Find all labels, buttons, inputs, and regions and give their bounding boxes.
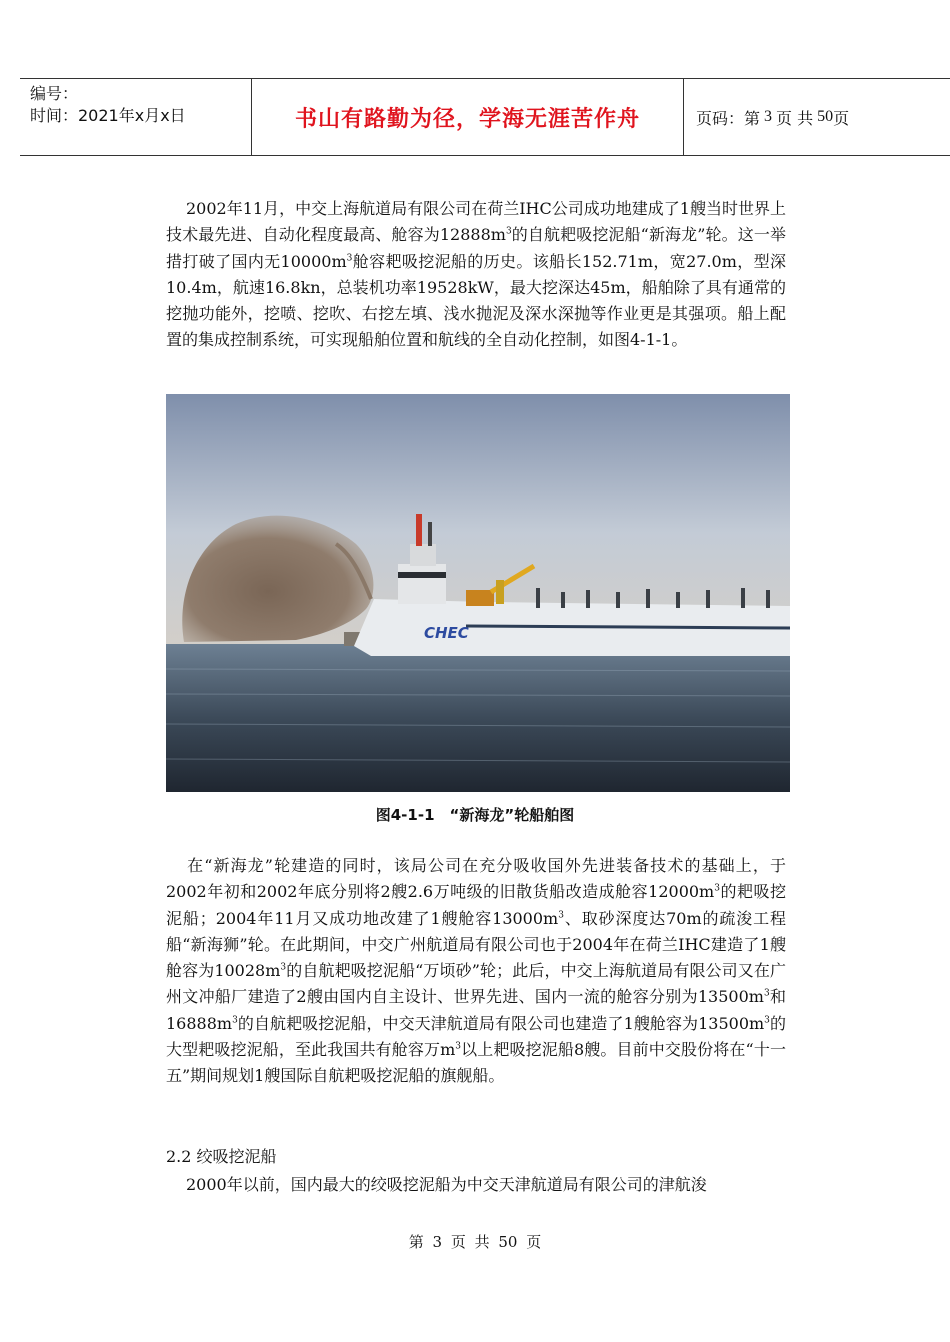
page-prefix: 页码：第: [696, 108, 761, 128]
superscript: 3: [714, 883, 720, 894]
motto: 书山有路勤为径，学海无涯苦作舟: [294, 106, 640, 132]
header-page-info: [684, 79, 950, 155]
p3-text: 2000年以前，国内最大的绞吸挖泥船为中交天津航道局有限公司的津航浚: [186, 1175, 707, 1194]
superscript: 3: [455, 1041, 462, 1052]
p2-text-a: 在“新海龙”轮建造的同时，该局公司在充分吸收国外先进装备技术的基础上，于2002年初和2002年底分别将2艘2.6万吨级的旧散货船改造成舱容12000m: [166, 856, 786, 902]
p1-text-a: 2002年11月，中交上海航道局有限公司在荷兰IHC公司成功地建成了1艘当时世界上技术最先进、自动化程度最高、舱容为12888m: [166, 199, 786, 245]
page-suffix: 页: [833, 108, 850, 128]
superscript: 3: [346, 253, 353, 264]
page-footer: 第 3 页 共 50 页: [408, 1233, 542, 1251]
figure-caption: 图4-1-1 “新海龙”轮船舶图: [375, 806, 575, 824]
section-heading: 2.2 绞吸挖泥船: [166, 1147, 277, 1166]
superscript: 3: [232, 1015, 238, 1026]
paragraph-3: [166, 1172, 786, 1198]
superscript: 3: [505, 226, 512, 237]
paragraph-1: [166, 196, 786, 354]
p2-text-b: 的耙吸挖泥船；2004年11月又成功地改建了1艘舱容13000m: [166, 882, 786, 928]
page-total: 50: [817, 108, 834, 125]
p2-text-g: 的大型耙吸挖泥船，至此我国共有舱容万m: [166, 1013, 786, 1060]
hull-text: CHEC: [424, 624, 469, 642]
page-mid: 页 共: [776, 108, 814, 128]
paragraph-2: [166, 853, 786, 1090]
dredger-photo: [166, 394, 790, 792]
superscript: 3: [280, 962, 287, 973]
p2-text-h: 以上耙吸挖泥船8艘。目前中交股份将在“十一五”期间规划1艘国际自航耙吸挖泥船的旗舰船。: [166, 1040, 786, 1086]
p1-text-b: 的自航耙吸挖泥船“新海龙”轮。这一举措打破了国内无10000m: [166, 225, 786, 271]
header-meta: [20, 79, 252, 155]
superscript: 3: [764, 1015, 770, 1026]
page-number: 3: [764, 108, 773, 125]
document-header: [20, 78, 950, 156]
p2-text-c: 、取砂深度达70m的疏浚工程船“新海狮”轮。在此期间，中交广州航道局有限公司也于2004年在荷兰IHC建造了1艘舱容为10028m: [166, 908, 786, 981]
time-label: 时间：2021年x月x日: [30, 106, 186, 125]
superscript: 3: [558, 910, 564, 921]
p2-text-f: 的自航耙吸挖泥船，中交天津航道局有限公司也建造了1艘舱容为13500m: [237, 1013, 765, 1033]
p1-text-c: 舱容耙吸挖泥船的历史。该船长152.71m，宽27.0m，型深10.4m，航速16.8kn，总装机功率19528kW，最大挖深达45m，船舶除了具有通常的挖抛功能外，挖喷、挖吹、右挖左填、浅水抛泥及深水深抛等作业更是其强项。船上配置的集成控制系统，可实现船舶位置和航线的全自动化控制，如图4-1-1。: [166, 251, 786, 350]
header-motto-cell: [252, 79, 684, 155]
p2-text-e: 和16888m: [166, 987, 786, 1033]
superscript: 3: [763, 989, 770, 1000]
serial-label: 编号：: [30, 84, 79, 103]
p2-text-d: 的自航耙吸挖泥船“万顷砂”轮；此后，中交上海航道局有限公司又在广州文冲船厂建造了2艘由国内自主设计、世界先进、国内一流的舱容分别为13500m: [166, 961, 786, 1007]
